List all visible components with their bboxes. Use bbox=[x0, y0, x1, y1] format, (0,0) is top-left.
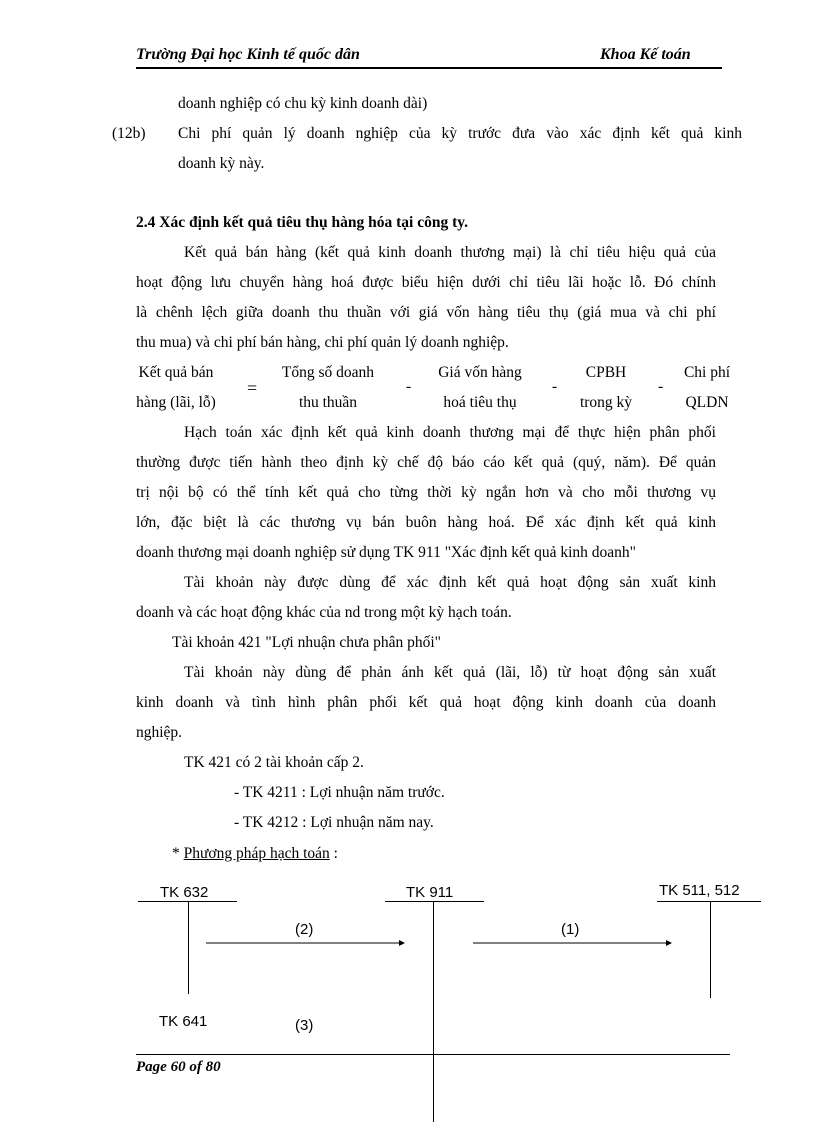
formula-term-cogs: Giá vốn hàng bbox=[438, 364, 522, 381]
p5-line: kinh doanh và tình hình phân phối kết quả hoạt động kinh doanh của doanh bbox=[136, 694, 716, 711]
tk911-label: TK 911 bbox=[406, 884, 454, 901]
p3-line: doanh và các hoạt động khác của nd trong một kỳ hạch toán. bbox=[136, 604, 512, 621]
arrow-right-icon bbox=[473, 938, 673, 948]
tk511-label: TK 511, 512 bbox=[659, 882, 740, 899]
account-421-title: Tài khoản 421 "Lợi nhuận chưa phân phối" bbox=[172, 634, 442, 651]
p5-line: Tài khoản này dùng để phản ánh kết quả (lãi, lỗ) từ hoạt động sản xuất bbox=[184, 664, 716, 681]
formula-term-revenue: Tổng số doanh bbox=[281, 364, 375, 381]
page-number: Page 60 of 80 bbox=[136, 1059, 221, 1075]
entry-1-label: (1) bbox=[561, 921, 580, 938]
item-12b-label: (12b) bbox=[112, 125, 146, 142]
formula-minus: - bbox=[552, 378, 558, 395]
formula-term-admin-sub: QLDN bbox=[685, 394, 729, 411]
p1-line: là chênh lệch giữa doanh thu thuần với giá vốn hàng tiêu thụ (giá mua và chi phí bbox=[136, 304, 716, 321]
header-faculty: Khoa Kế toán bbox=[600, 46, 691, 63]
formula-term-cogs-sub: hoá tiêu thụ bbox=[443, 394, 517, 411]
header-rule bbox=[136, 67, 722, 69]
method-label: Phương pháp hạch toán bbox=[183, 845, 330, 862]
formula-minus: - bbox=[658, 378, 664, 395]
section-title: 2.4 Xác định kết quả tiêu thụ hàng hóa tại công ty. bbox=[136, 214, 469, 231]
tk641-label: TK 641 bbox=[159, 1013, 208, 1030]
method-heading bbox=[172, 845, 338, 863]
tk911-vertical-line bbox=[433, 902, 434, 1122]
p2-line: doanh thương mại doanh nghiệp sử dụng TK 911 "Xác định kết quả kinh doanh" bbox=[136, 544, 636, 561]
method-suffix: : bbox=[329, 845, 338, 862]
p1-line: thu mua) và chi phí bán hàng, chi phí quản lý doanh nghiệp. bbox=[136, 334, 509, 351]
arrow-right-icon bbox=[206, 938, 406, 948]
formula-term-selling: CPBH bbox=[585, 364, 627, 381]
tk4212-line: - TK 4212 : Lợi nhuận năm nay. bbox=[234, 814, 434, 831]
header-school: Trường Đại học Kinh tế quốc dân bbox=[136, 46, 360, 63]
formula-minus: - bbox=[406, 378, 412, 395]
tk911-top-line bbox=[385, 901, 484, 902]
tk511-top-line bbox=[657, 901, 761, 902]
entry-2-label: (2) bbox=[295, 921, 314, 938]
continuation-line: doanh nghiệp có chu kỳ kinh doanh dài) bbox=[178, 95, 428, 112]
entry-3-label: (3) bbox=[295, 1017, 314, 1034]
formula-term-result-sub: hàng (lãi, lỗ) bbox=[136, 394, 216, 411]
formula-term-revenue-sub: thu thuần bbox=[298, 394, 358, 411]
p2-line: trị nội bộ có thể tính kết quả cho từng thời kỳ ngắn hơn và cho mỗi thương vụ bbox=[136, 484, 716, 501]
tk4211-line: - TK 4211 : Lợi nhuận năm trước. bbox=[234, 784, 445, 801]
footer-rule bbox=[136, 1054, 730, 1055]
formula-term-selling-sub: trong kỳ bbox=[579, 394, 633, 411]
method-prefix: * bbox=[172, 845, 184, 862]
formula-term-admin: Chi phí bbox=[683, 364, 731, 381]
item-12b-line2: doanh kỳ này. bbox=[178, 155, 265, 172]
tk511-vertical-line bbox=[710, 902, 711, 998]
p3-line: Tài khoản này được dùng để xác định kết quả hoạt động sản xuất kinh bbox=[184, 574, 716, 591]
item-12b-line1: Chi phí quản lý doanh nghiệp của kỳ trước đưa vào xác định kết quả kinh bbox=[178, 125, 742, 142]
p5-line: nghiệp. bbox=[136, 724, 183, 741]
formula-equals: = bbox=[247, 378, 258, 398]
tk632-vertical-line bbox=[188, 902, 189, 994]
p2-line: thường được tiến hành theo định kỳ chế độ báo cáo kết quả (quý, năm). Để quản bbox=[136, 454, 716, 471]
tk632-label: TK 632 bbox=[160, 884, 209, 901]
p2-line: Hạch toán xác định kết quả kinh doanh thương mại để thực hiện phân phối bbox=[184, 424, 716, 441]
p1-line: Kết quả bán hàng (kết quả kinh doanh thương mại) là chỉ tiêu hiệu quả của bbox=[184, 244, 716, 261]
formula-term-result: Kết quả bán bbox=[138, 364, 214, 381]
p1-line: hoạt động lưu chuyển hàng hoá được biểu hiện dưới chỉ tiêu lãi hoặc lỗ. Đó chính bbox=[136, 274, 716, 291]
p2-line: lớn, đặc biệt là các thương vụ bán buôn hàng hoá. Để xác định kết quả kinh bbox=[136, 514, 716, 531]
tk421-subaccounts: TK 421 có 2 tài khoản cấp 2. bbox=[184, 754, 364, 771]
